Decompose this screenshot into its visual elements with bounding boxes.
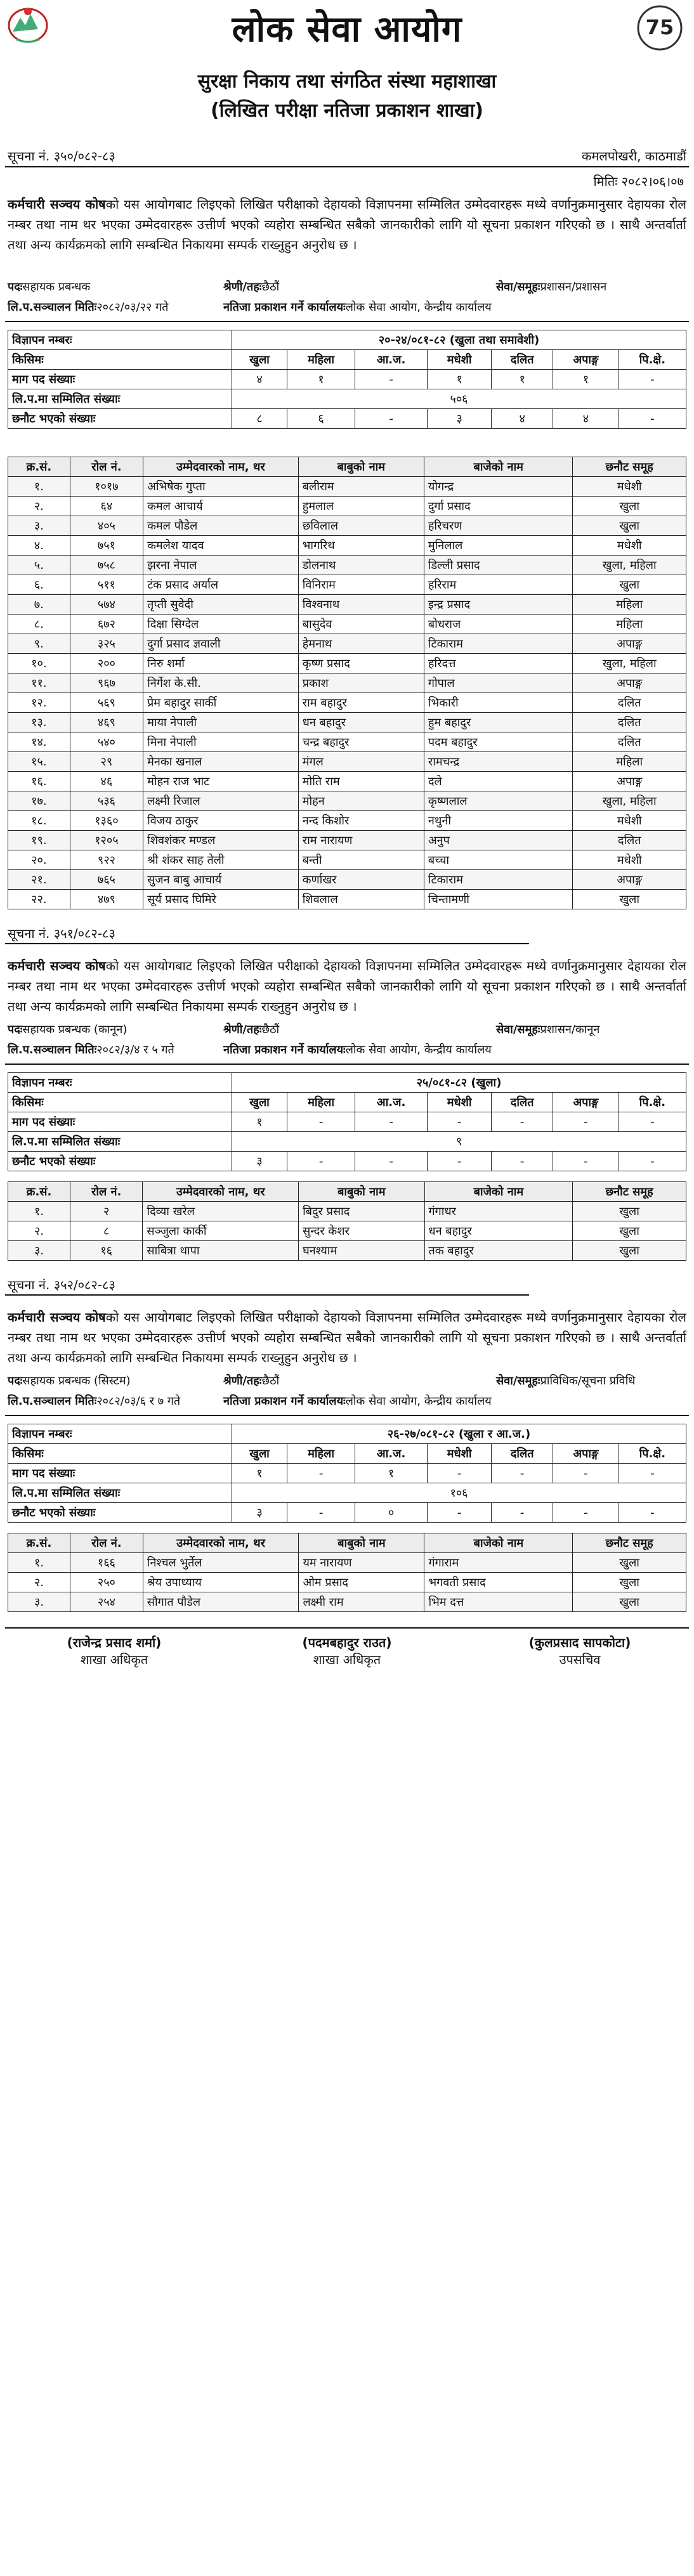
column-header: उम्मेदवारको नाम, थर [143,457,299,477]
roll-no: ५७४ [70,595,143,615]
result-row [8,575,686,595]
notice-1-ad-table: विज्ञापन नम्बरः २०-२४/०८१-८२ (खुला तथा समावेशी) किसिमः खुला महिला आ.ज. मधेशी दलित अपाङ्ग पि.क्षे. माग पद संख्याः ४ १ - १ १ १ - लि.प.मा सम्मिलित संख्याः ५०६ छनौट भएको संख्याः ८ ६ - ३ ४ ४ - [8,330,686,429]
candidate-name: निर्गेश के.सी. [143,673,299,693]
column-header: बाजेको नाम [424,1533,573,1553]
father-name: शिवलाल [298,890,424,909]
candidate-name: निश्चल भुर्तेल [143,1553,299,1573]
page-title: लोक सेवा आयोग [232,9,462,50]
result-row [8,1573,686,1592]
roll-no: १३६० [70,811,143,831]
notice-3-post-line: पदः सहायक प्रबन्धक (सिस्टम) श्रेणी/तहः छैठौं सेवा/समूहः प्राविधिक/सूचना प्रविधि [8,1374,636,1388]
selected-group: दलित [573,693,686,713]
father-name: कृष्ण प्रसाद [298,654,424,673]
notice-2-top-divider [5,943,529,944]
candidate-name: टंक प्रसाद अर्याल [143,575,299,595]
father-name: छविलाल [298,516,424,536]
grandfather-name: धन बहादुर [424,1221,573,1241]
grandfather-name: पदम बहादुर [424,732,573,752]
grandfather-name: दुर्गा प्रसाद [424,497,573,516]
column-header: क्र.सं. [8,1533,70,1553]
grandfather-name: योगन्द्र [424,477,573,497]
result-row [8,615,686,634]
selected-group: खुला [573,1221,686,1241]
selected-group: अपाङ्ग [573,634,686,654]
grandfather-name: टिकाराम [424,870,573,890]
candidate-name: मिना नेपाली [143,732,299,752]
roll-no: २५० [70,1573,143,1592]
selected-row: छनौट भएको संख्याः ३ - ० - - - - [8,1503,686,1523]
grandfather-name: भिम दत्त [424,1592,573,1612]
column-header: बाबुको नाम [299,1533,424,1553]
candidate-name: मेनका खनाल [143,752,299,772]
grandfather-name: हरिदत्त [424,654,573,673]
father-name: धन बहादुर [298,713,424,732]
father-name: राम बहादुर [298,693,424,713]
roll-no: ४६९ [70,713,143,732]
selected-group: खुला [573,516,686,536]
signature-1: (राजेन्द्र प्रसाद शर्मा) शाखा अधिकृत [67,1635,162,1667]
selected-group: महिला [573,615,686,634]
selected-group: अपाङ्ग [573,772,686,791]
subtitle-line-1: सुरक्षा निकाय तथा संगठित संस्था महाशाखा [197,70,497,93]
serial-no: ३. [8,1241,70,1261]
candidate-name: तृप्ती सुवेदी [143,595,299,615]
serial-no: १०. [8,654,70,673]
grandfather-name: डिल्ली प्रसाद [424,556,573,575]
candidate-name: दिव्या खरेल [143,1202,299,1221]
anniversary-75-logo-icon [634,3,685,53]
serial-no: ४. [8,536,70,556]
candidate-name: प्रेम बहादुर सार्की [143,693,299,713]
serial-no: ६. [8,575,70,595]
serial-no: १. [8,1202,70,1221]
kinds-row: किसिमः खुला महिला आ.ज. मधेशी दलित अपाङ्ग पि.क्षे. [8,1093,686,1112]
serial-no: ७. [8,595,70,615]
serial-no: २०. [8,850,70,870]
serial-no: १२. [8,693,70,713]
roll-no: ८ [70,1221,142,1241]
page-subtitle [0,67,694,126]
column-header: बाबुको नाम [298,457,424,477]
roll-no: ५४० [70,732,143,752]
result-row [8,693,686,713]
selected-group: दलित [573,713,686,732]
father-name: बासुदेव [298,615,424,634]
page-header [0,0,694,159]
notice-2-result-table [8,1181,686,1261]
result-row [8,497,686,516]
notice-2-exam-line: लि.प.सञ्चालन मितिः २०८२/३/४ र ५ गते नतिजा प्रकाशन गर्ने कार्यालयः लोक सेवा आयोग, केन्द्रीय कार्यालय [8,1043,492,1057]
roll-no: ५३६ [70,791,143,811]
father-name: प्रकाश [298,673,424,693]
grandfather-name: टिकाराम [424,634,573,654]
grandfather-name: चिन्तामणी [424,890,573,909]
selected-group: महिला [573,752,686,772]
father-name: विनिराम [298,575,424,595]
serial-no: २. [8,1573,70,1592]
grandfather-name: हुम बहादुर [424,713,573,732]
serial-no: १. [8,1553,70,1573]
selected-group: खुला [573,575,686,595]
roll-no: ५६९ [70,693,143,713]
result-row [8,516,686,536]
selected-row: छनौट भएको संख्याः ३ - - - - - - [8,1152,686,1171]
column-header: क्र.सं. [8,457,70,477]
roll-no: ७५८ [70,556,143,575]
candidate-name: सञ्जुला कार्की [143,1221,299,1241]
result-row [8,850,686,870]
selected-group: महिला [573,595,686,615]
result-row [8,1241,686,1261]
grandfather-name: दले [424,772,573,791]
result-row [8,536,686,556]
roll-no: २०० [70,654,143,673]
selected-group: खुला, महिला [573,791,686,811]
column-header: बाजेको नाम [424,1182,573,1202]
roll-no: १२०५ [70,831,143,850]
result-row [8,791,686,811]
notice-1-post-line: पदः सहायक प्रबन्धक श्रेणी/तहः छैठौं सेवा/समूहः प्रशासन/प्रशासन [8,280,607,294]
father-name: हेमनाथ [298,634,424,654]
candidate-name: मोहन राज भाट [143,772,299,791]
father-name: बिदुर प्रसाद [299,1202,424,1221]
column-header: छनौट समूह [573,1182,686,1202]
father-name: हुमलाल [298,497,424,516]
svg-text:75: 75 [645,15,674,39]
serial-no: २२. [8,890,70,909]
result-row [8,1553,686,1573]
selected-group: मधेशी [573,477,686,497]
father-name: मंगल [298,752,424,772]
column-header: रोल नं. [70,1182,142,1202]
father-name: राम नारायण [298,831,424,850]
candidate-name: झरना नेपाल [143,556,299,575]
father-name: विश्वनाथ [298,595,424,615]
column-header: उम्मेदवारको नाम, थर [143,1182,299,1202]
office-location: कमलपोखरी, काठमाडौं [581,148,686,164]
selected-group: खुला, महिला [573,556,686,575]
candidate-name: माया नेपाली [143,713,299,732]
grandfather-name: बच्चा [424,850,573,870]
signature-divider [5,1627,689,1629]
notice-3-top-divider [5,1294,529,1296]
roll-no: १०१७ [70,477,143,497]
father-name: घनश्याम [299,1241,424,1261]
result-row [8,772,686,791]
grandfather-name: हरिराम [424,575,573,595]
candidate-name: सुजन बाबु आचार्य [143,870,299,890]
candidate-name: दिक्षा सिग्देल [143,615,299,634]
column-header: छनौट समूह [573,457,686,477]
notice-3-number: सूचना नं. ३५२/०८२-८३ [8,1277,115,1292]
kinds-row: किसिमः खुला महिला आ.ज. मधेशी दलित अपाङ्ग पि.क्षे. [8,350,686,370]
selected-group: मधेशी [573,850,686,870]
serial-no: १९. [8,831,70,850]
total-row: लि.प.मा सम्मिलित संख्याः १०६ [8,1483,686,1503]
issue-date: मितिः २०८२।०६।०७ [593,174,684,189]
serial-no: १८. [8,811,70,831]
selected-group: खुला [573,1202,686,1221]
serial-no: १४. [8,732,70,752]
column-header: उम्मेदवारको नाम, थर [143,1533,299,1553]
roll-no: ४७९ [70,890,143,909]
father-name: सुन्दर केशर [299,1221,424,1241]
result-row [8,477,686,497]
roll-no: ७६५ [70,870,143,890]
result-row [8,752,686,772]
notice-2-number: सूचना नं. ३५१/०८२-८३ [8,926,115,941]
signature-3: (कुलप्रसाद सापकोटा) उपसचिव [528,1635,631,1667]
candidate-name: सूर्य प्रसाद घिमिरे [143,890,299,909]
candidate-name: विजय ठाकुर [143,811,299,831]
roll-no: ३२५ [70,634,143,654]
selected-group: दलित [573,732,686,752]
father-name: बलीराम [298,477,424,497]
header-divider [5,166,689,167]
serial-no: ३. [8,516,70,536]
result-row [8,595,686,615]
candidate-name: निरु शर्मा [143,654,299,673]
notice-2-divider [5,1064,689,1065]
selected-row: छनौट भएको संख्याः ८ ६ - ३ ४ ४ - [8,409,686,429]
roll-no: १६६ [70,1553,143,1573]
notice-2-ad-table: विज्ञापन नम्बरः २५/०८१-८२ (खुला) किसिमः खुला महिला आ.ज. मधेशी दलित अपाङ्ग पि.क्षे. माग पद संख्याः १ - - - - - - लि.प.मा सम्मिलित संख्याः ९ छनौट भएको संख्याः ३ - - - - - - [8,1072,686,1171]
roll-no: ६४ [70,497,143,516]
roll-no: ४६ [70,772,143,791]
total-row: लि.प.मा सम्मिलित संख्याः ५०६ [8,389,686,409]
father-name: मोति राम [298,772,424,791]
result-row [8,634,686,654]
grandfather-name: गंगाधर [424,1202,573,1221]
selected-group: खुला [573,890,686,909]
result-row [8,673,686,693]
result-row [8,654,686,673]
selected-group: अपाङ्ग [573,870,686,890]
candidate-name: कमलेश यादव [143,536,299,556]
roll-no: ६७२ [70,615,143,634]
notice-3-body: कर्मचारी सञ्चय कोषको यस आयोगबाट लिइएको लिखित परीक्षाको देहायको विज्ञापनमा सम्मिलित उम्मेदवारहरू मध्ये वर्णानुक्रमानुसार देहायका रोल नम्बर तथा नाम थर भएका उम्मेदवारहरू उत्तीर्ण भएको व्यहोरा सम्बन्धित सबैको जानकारीको लागि यो सूचना प्रकाशन गरिएको छ । साथै अन्तर्वार्ता तथा अन्य कार्यक्रमको लागि सम्बन्धित निकायमा सम्पर्क राख्नुहुन अनुरोध छ । [8,1310,686,1365]
grandfather-name: भगवती प्रसाद [424,1573,573,1592]
candidate-name: सौगात पौडेल [143,1592,299,1612]
selected-group: खुला [573,1592,686,1612]
notice-number-top: सूचना नं. ३५०/०८२-८३ [8,148,115,164]
column-header: रोल नं. [70,1533,143,1553]
serial-no: २. [8,1221,70,1241]
serial-no: ११. [8,673,70,693]
result-row [8,1592,686,1612]
grandfather-name: गंगाराम [424,1553,573,1573]
selected-group: दलित [573,831,686,850]
father-name: यम नारायण [299,1553,424,1573]
selected-group: खुला [573,497,686,516]
serial-no: ५. [8,556,70,575]
result-header-row [8,457,686,477]
result-row [8,831,686,850]
candidate-name: अभिषेक गुप्ता [143,477,299,497]
roll-no: ९२२ [70,850,143,870]
father-name: चन्द्र बहादुर [298,732,424,752]
result-row [8,811,686,831]
roll-no: ७५१ [70,536,143,556]
grandfather-name: इन्द्र प्रसाद [424,595,573,615]
father-name: डोलनाथ [298,556,424,575]
roll-no: ४०५ [70,516,143,536]
column-header: रोल नं. [70,457,143,477]
notice-3-exam-line: लि.प.सञ्चालन मितिः २०८२/०३/६ र ७ गते नतिजा प्रकाशन गर्ने कार्यालयः लोक सेवा आयोग, केन्द्रीय कार्यालय [8,1395,492,1408]
candidate-name: साबित्रा थापा [143,1241,299,1261]
father-name: मोहन [298,791,424,811]
notice-1-result-table [8,457,686,909]
candidate-name: कमल आचार्य [143,497,299,516]
roll-no: १६ [70,1241,142,1261]
selected-group: मधेशी [573,536,686,556]
grandfather-name: मुनिलाल [424,536,573,556]
roll-no: २ [70,1202,142,1221]
serial-no: ८. [8,615,70,634]
grandfather-name: अनुप [424,831,573,850]
column-header: छनौट समूह [573,1533,686,1553]
father-name: बन्ती [298,850,424,870]
selected-group: मधेशी [573,811,686,831]
result-row [8,556,686,575]
serial-no: २. [8,497,70,516]
result-row [8,732,686,752]
result-row [8,870,686,890]
candidate-name: श्री शंकर साह तेली [143,850,299,870]
notice-1-body: कर्मचारी सञ्चय कोषको यस आयोगबाट लिइएको लिखित परीक्षाको देहायको विज्ञापनमा सम्मिलित उम्मेदवारहरू मध्ये वर्णानुक्रमानुसार देहायका रोल नम्बर तथा नाम थर भएका उम्मेदवारहरू उत्तीर्ण भएको व्यहोरा सम्बन्धित सबैको जानकारीको लागि यो सूचना प्रकाशन गरिएको छ । साथै अन्तर्वार्ता तथा अन्य कार्यक्रमको लागि सम्बन्धित निकायमा सम्पर्क राख्नुहुन अनुरोध छ । [8,197,686,252]
grandfather-name: नथुनी [424,811,573,831]
posts-row: माग पद संख्याः ४ १ - १ १ १ - [8,370,686,389]
total-row: लि.प.मा सम्मिलित संख्याः ९ [8,1132,686,1152]
serial-no: १५. [8,752,70,772]
candidate-name: लक्ष्मी रिजाल [143,791,299,811]
result-header-row [8,1533,686,1553]
grandfather-name: कृष्णलाल [424,791,573,811]
column-header: बाजेको नाम [424,457,573,477]
grandfather-name: हरिचरण [424,516,573,536]
subtitle-line-2: (लिखित परीक्षा नतिजा प्रकाशन शाखा) [210,100,484,122]
serial-no: १७. [8,791,70,811]
kinds-row: किसिमः खुला महिला आ.ज. मधेशी दलित अपाङ्ग पि.क्षे. [8,1444,686,1464]
notice-3-divider [5,1415,689,1416]
serial-no: २१. [8,870,70,890]
grandfather-name: बोधराज [424,615,573,634]
roll-no: २९ [70,752,143,772]
reference-line [8,147,686,167]
father-name: लक्ष्मी राम [299,1592,424,1612]
result-row [8,1202,686,1221]
notice-3-ad-table: विज्ञापन नम्बरः २६-२७/०८१-८२ (खुला र आ.ज.) किसिमः खुला महिला आ.ज. मधेशी दलित अपाङ्ग पि.क्षे. माग पद संख्याः १ - १ - - - - लि.प.मा सम्मिलित संख्याः १०६ छनौट भएको संख्याः ३ - ० - - - - [8,1424,686,1523]
notice-1-exam-line: लि.प.सञ्चालन मितिः २०८२/०३/२२ गते नतिजा प्रकाशन गर्ने कार्यालयः लोक सेवा आयोग, केन्द्रीय कार्यालय [8,301,492,314]
serial-no: ३. [8,1592,70,1612]
serial-no: १. [8,477,70,497]
selected-group: खुला, महिला [573,654,686,673]
serial-no: १३. [8,713,70,732]
selected-group: खुला [573,1573,686,1592]
roll-no: ९६७ [70,673,143,693]
serial-no: ९. [8,634,70,654]
notice-2-post-line: पदः सहायक प्रबन्धक (कानून) श्रेणी/तहः छैठौं सेवा/समूहः प्रशासन/कानून [8,1023,600,1036]
signature-2: (पदमबहादुर राउत) शाखा अधिकृत [302,1635,392,1667]
roll-no: ५११ [70,575,143,595]
father-name: नन्द किशोर [298,811,424,831]
father-name: ओम प्रसाद [299,1573,424,1592]
selected-group: अपाङ्ग [573,673,686,693]
notice-1-divider [5,321,689,322]
candidate-name: शिवशंकर मण्डल [143,831,299,850]
candidate-name: कमल पौडेल [143,516,299,536]
result-header-row [8,1182,686,1202]
grandfather-name: रामचन्द्र [424,752,573,772]
posts-row: माग पद संख्याः १ - १ - - - - [8,1464,686,1483]
notice-3-result-table [8,1533,686,1612]
candidate-name: दुर्गा प्रसाद ज्ञवाली [143,634,299,654]
selected-group: खुला [573,1241,686,1261]
grandfather-name: भिकारी [424,693,573,713]
result-row [8,1221,686,1241]
roll-no: २५४ [70,1592,143,1612]
grandfather-name: गोपाल [424,673,573,693]
result-row [8,713,686,732]
serial-no: १६. [8,772,70,791]
posts-row: माग पद संख्याः १ - - - - - - [8,1112,686,1132]
candidate-name: श्रेय उपाध्याय [143,1573,299,1592]
selected-group: खुला [573,1553,686,1573]
column-header: बाबुको नाम [299,1182,424,1202]
result-row [8,890,686,909]
grandfather-name: तक बहादुर [424,1241,573,1261]
column-header: क्र.सं. [8,1182,70,1202]
notice-2-body: कर्मचारी सञ्चय कोषको यस आयोगबाट लिइएको लिखित परीक्षाको देहायको विज्ञापनमा सम्मिलित उम्मेदवारहरू मध्ये वर्णानुक्रमानुसार देहायका रोल नम्बर तथा नाम थर भएका उम्मेदवारहरू उत्तीर्ण भएको व्यहोरा सम्बन्धित सबैको जानकारीको लागि यो सूचना प्रकाशन गरिएको छ । साथै अन्तर्वार्ता तथा अन्य कार्यक्रमको लागि सम्बन्धित निकायमा सम्पर्क राख्नुहुन अनुरोध छ । [8,958,686,1014]
father-name: भागरिथ [298,536,424,556]
father-name: कर्णाखर [298,870,424,890]
